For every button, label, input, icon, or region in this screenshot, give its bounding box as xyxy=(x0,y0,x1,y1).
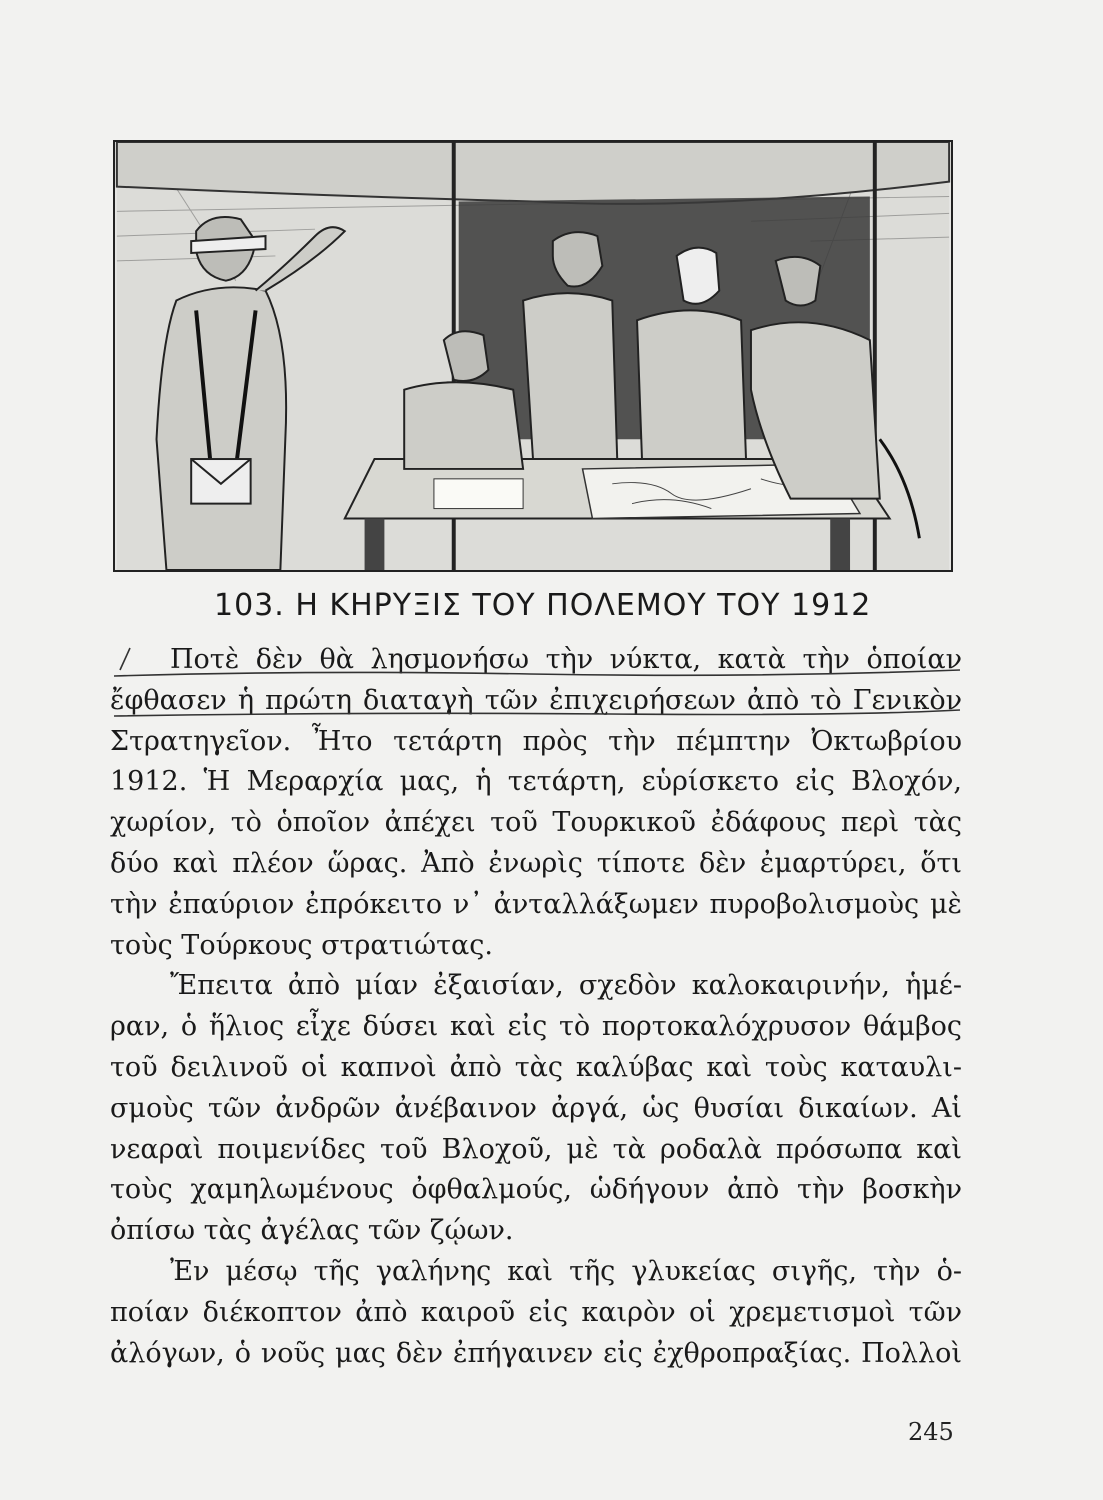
paragraph-2 xyxy=(110,966,962,1252)
text-line: ἀλόγων, ὁ νοῦς μας δὲν ἐπήγαινεν εἰς ἐχθροπραξίας. Πολλοὶ xyxy=(110,1337,962,1369)
page-number: 245 xyxy=(908,1418,954,1446)
section-heading: 103. Η ΚΗΡΥΞΙΣ ΤΟΥ ΠΟΛΕΜΟΥ ΤΟΥ 1912 xyxy=(214,588,872,623)
body-text xyxy=(110,640,962,1374)
text-line: τοὺς χαμηλωμένους ὀφθαλμούς, ὡδήγουν ἀπὸ τὴν βοσκὴν xyxy=(110,1174,962,1206)
illustration xyxy=(113,140,953,572)
text-line: τοῦ δειλινοῦ οἱ καπνοὶ ἀπὸ τὰς καλύβας καὶ τοὺς καταυλι- xyxy=(110,1051,962,1083)
text-line: ποίαν διέκοπτον ἀπὸ καιροῦ εἰς καιρὸν οἱ χρεμετισμοὶ τῶν xyxy=(110,1296,962,1328)
text-line: Ποτὲ δὲν θὰ λησμονήσω τὴν νύκτα, κατὰ τὴν ὁποίαν xyxy=(170,644,962,675)
text-line: νεαραὶ ποιμενίδες τοῦ Βλοχοῦ, μὲ τὰ ροδαλὰ πρόσωπα καὶ xyxy=(110,1133,962,1165)
text-line: τὴν ἐπαύριον ἐπρόκειτο ν᾽ ἀνταλλάξωμεν πυροβολισμοὺς μὲ xyxy=(110,888,962,920)
text-line: χωρίον, τὸ ὁποῖον ἀπέχει τοῦ Τουρκικοῦ ἐδάφους περὶ τὰς xyxy=(110,807,962,839)
text-line: Ἔπειτα ἀπὸ μίαν ἐξαισίαν, σχεδὸν καλοκαιρινήν, ἡμέ- xyxy=(170,970,962,1002)
paragraph-1 xyxy=(110,640,962,966)
text-line: σμοὺς τῶν ἀνδρῶν ἀνέβαινον ἀργά, ὡς θυσίαι δικαίων. Αἱ xyxy=(110,1092,962,1124)
text-line: ἔφθασεν ἡ πρώτη διαταγὴ τῶν ἐπιχειρήσεων ἀπὸ τὸ Γενικὸν xyxy=(110,684,962,716)
text-line: ραν, ὁ ἥλιος εἶχε δύσει καὶ εἰς τὸ πορτοκαλόχρυσον θάμβος xyxy=(110,1011,962,1043)
text-line: ὀπίσω τὰς ἀγέλας τῶν ζῴων. xyxy=(110,1215,514,1247)
officers-tent-illustration-icon xyxy=(115,142,951,570)
text-line: Ἐν μέσῳ τῆς γαλήνης καὶ τῆς γλυκείας σιγῆς, τὴν ὁ- xyxy=(170,1255,962,1287)
text-line: Στρατηγεῖον. Ἦτο τετάρτη πρὸς τὴν πέμπτην Ὀκτωβρίου xyxy=(110,725,962,757)
text-line: τοὺς Τούρκους στρατιώτας. xyxy=(110,929,493,961)
text-line: δύο καὶ πλέον ὥρας. Ἀπὸ ἐνωρὶς τίποτε δὲν ἐμαρτύρει, ὅτι xyxy=(110,847,962,879)
text-line: 1912. Ἡ Μεραρχία μας, ἡ τετάρτη, εὑρίσκετο εἰς Βλοχόν, xyxy=(110,766,962,798)
paragraph-3 xyxy=(110,1252,962,1374)
